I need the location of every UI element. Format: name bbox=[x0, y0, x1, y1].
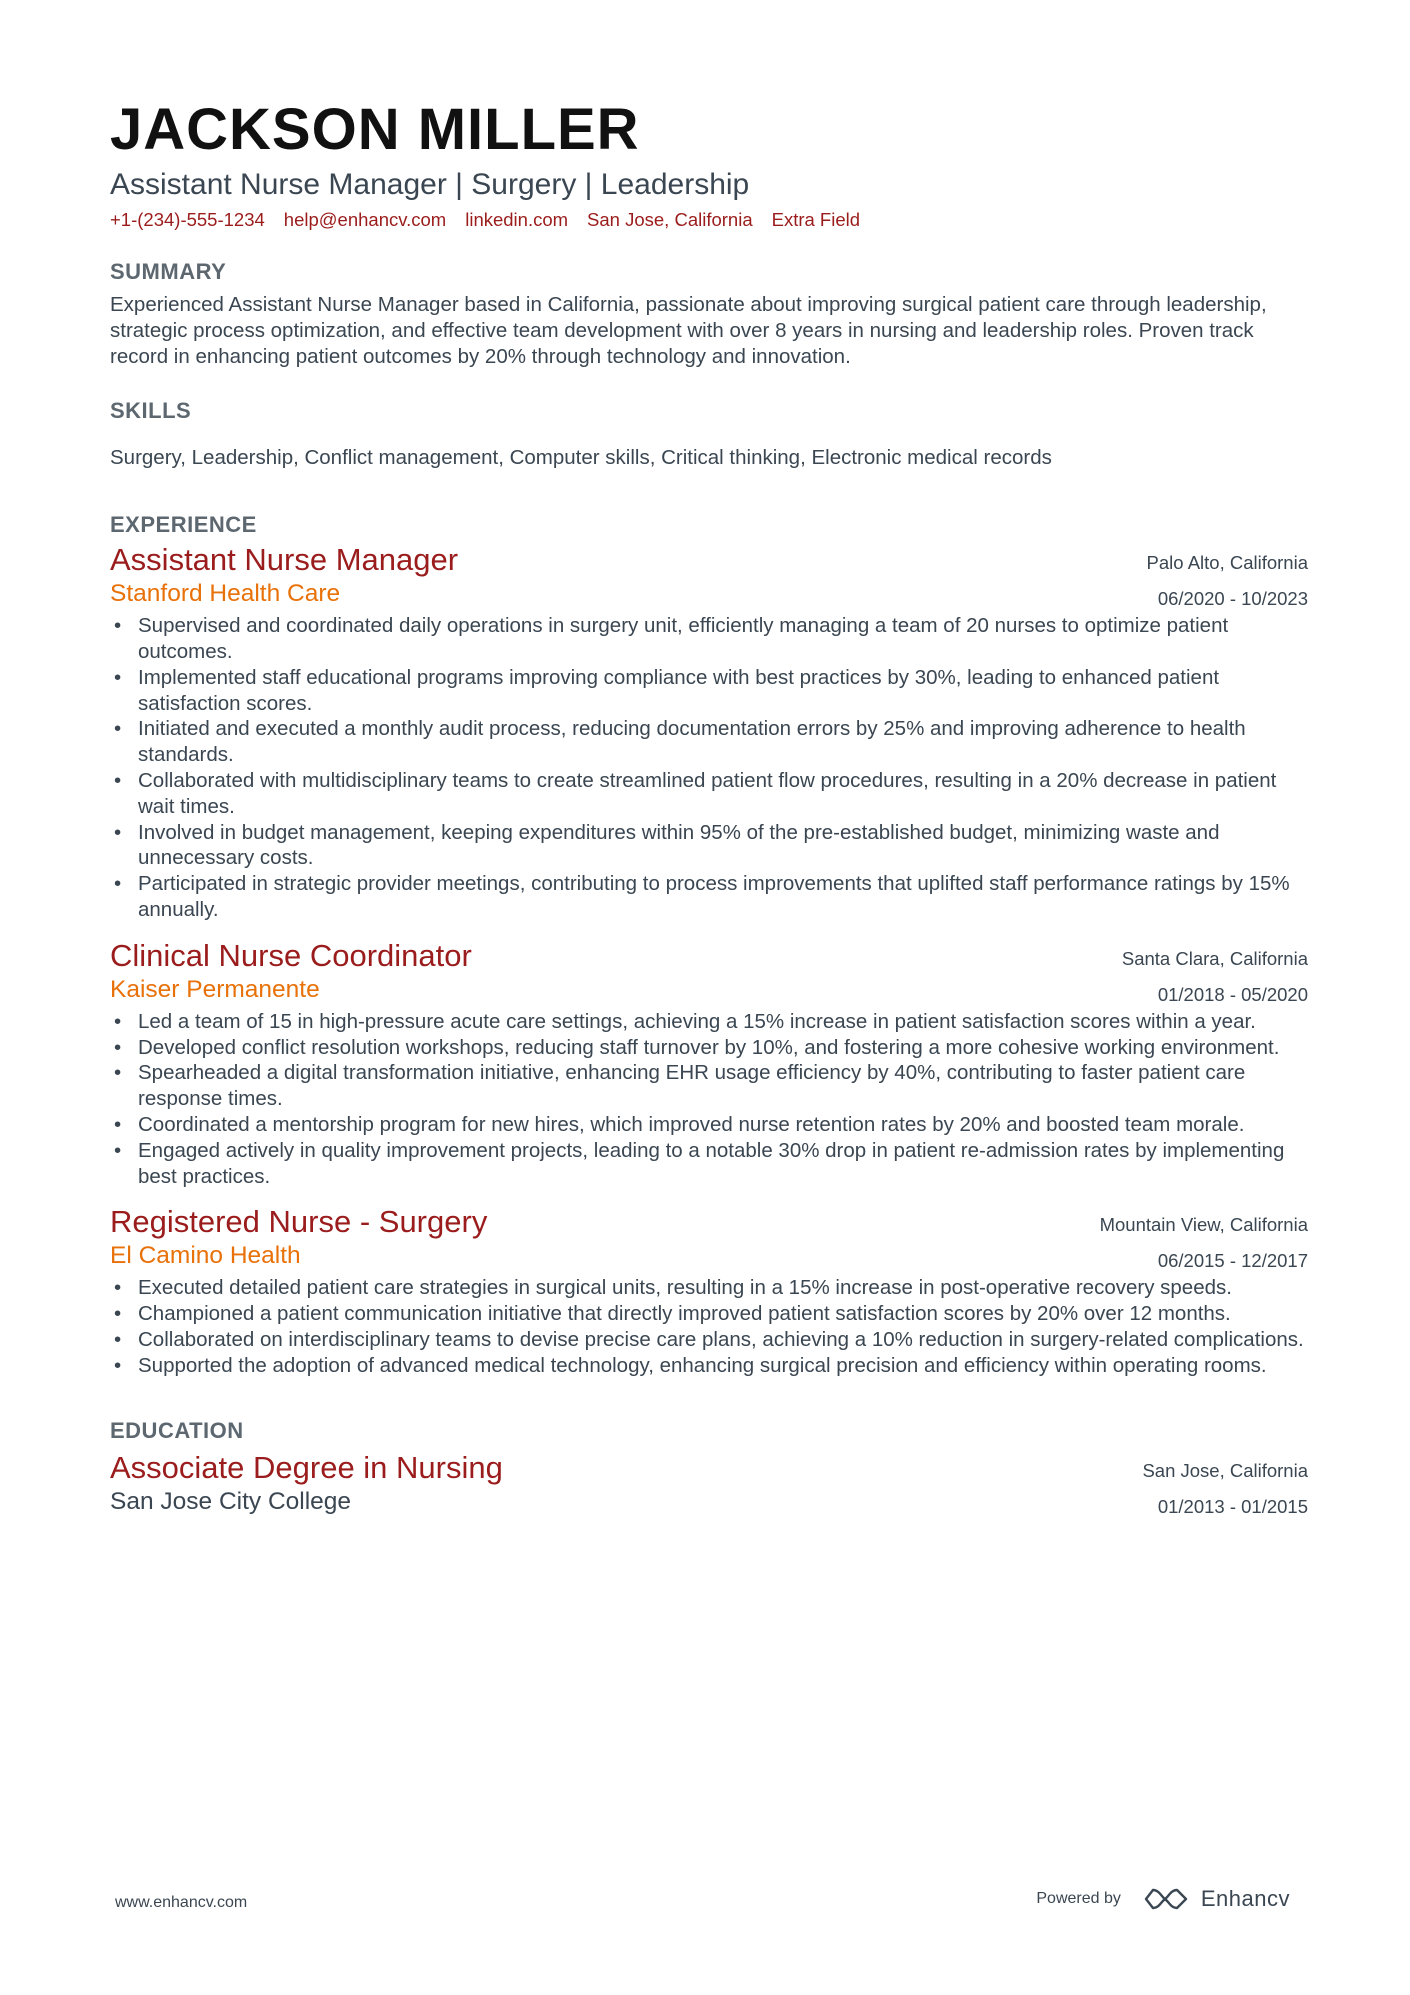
employer: El Camino Health bbox=[110, 1242, 301, 1270]
list-item: • Involved in budget management, keeping expenditures within 95% of the pre-established budget, minimizing waste and unnecessary costs. bbox=[110, 820, 1308, 872]
experience-entry bbox=[110, 541, 1308, 923]
education-dates: 01/2013 - 01/2015 bbox=[1157, 1495, 1308, 1517]
experience-entry bbox=[110, 937, 1308, 1190]
skills-heading: SKILLS bbox=[110, 398, 192, 424]
education-meta bbox=[1142, 1453, 1308, 1525]
contact-location: San Jose, California bbox=[587, 209, 753, 230]
resume-header bbox=[110, 96, 1308, 232]
education-section bbox=[110, 1417, 1308, 1517]
school-name: San Jose City College bbox=[110, 1487, 352, 1515]
job-achievements bbox=[110, 1275, 1308, 1378]
candidate-name: JACKSON MILLER bbox=[110, 97, 640, 162]
list-item: • Led a team of 15 in high-pressure acute care settings, achieving a 15% increase in patient satisfaction scores within a year. bbox=[110, 1009, 1308, 1035]
job-location: Palo Alto, California bbox=[1146, 552, 1308, 574]
list-item: • Participated in strategic provider meetings, contributing to process improvements that uplifted staff performance ratings by 15% annually. bbox=[110, 871, 1308, 923]
list-item: • Collaborated on interdisciplinary teams to devise precise care plans, achieving a 10% reduction in surgery-related complications. bbox=[110, 1327, 1308, 1353]
education-entry bbox=[110, 1449, 1308, 1517]
experience-entry bbox=[110, 1203, 1308, 1378]
job-meta bbox=[1122, 941, 1308, 1013]
enhancv-logo-icon bbox=[1143, 1886, 1189, 1912]
summary-heading: SUMMARY bbox=[110, 259, 227, 284]
job-title: Assistant Nurse Manager bbox=[110, 542, 459, 578]
job-achievements bbox=[110, 1009, 1308, 1190]
skills-section bbox=[110, 397, 1308, 471]
brand-name: Enhancv bbox=[1200, 1886, 1290, 1911]
brand-logo[interactable] bbox=[1143, 1886, 1290, 1912]
job-achievements bbox=[110, 613, 1308, 923]
education-heading: EDUCATION bbox=[110, 1417, 244, 1443]
candidate-headline: Assistant Nurse Manager | Surgery | Leadership bbox=[110, 168, 750, 201]
experience-section bbox=[110, 511, 1308, 1378]
contact-extra-field: Extra Field bbox=[771, 209, 861, 230]
powered-by-label: Powered by bbox=[1036, 1890, 1121, 1907]
summary-section bbox=[110, 258, 1308, 369]
skills-text: Surgery, Leadership, Conflict management, Computer skills, Critical thinking, Electronic medical records bbox=[110, 446, 1052, 470]
list-item: • Supervised and coordinated daily operations in surgery unit, efficiently managing a team of 20 nurses to optimize patient outcomes. bbox=[110, 613, 1308, 665]
list-item: • Coordinated a mentorship program for new hires, which improved nurse retention rates by 20% and boosted team morale. bbox=[110, 1112, 1308, 1138]
job-dates: 06/2020 - 10/2023 bbox=[1157, 588, 1308, 610]
list-item: • Spearheaded a digital transformation initiative, enhancing EHR usage efficiency by 40%, contributing to faster patient care response times. bbox=[110, 1060, 1308, 1112]
list-item: • Developed conflict resolution workshops, reducing staff turnover by 10%, and fostering a more cohesive working environment. bbox=[110, 1035, 1308, 1061]
list-item: • Championed a patient communication initiative that directly improved patient satisfaction scores by 20% over 12 months. bbox=[110, 1301, 1308, 1327]
resume-content bbox=[110, 96, 1308, 1517]
employer: Kaiser Permanente bbox=[110, 975, 320, 1003]
job-location: Mountain View, California bbox=[1099, 1214, 1308, 1236]
list-item: • Engaged actively in quality improvement projects, leading to a notable 30% drop in patient re-admission rates by implementing best practices. bbox=[110, 1138, 1308, 1190]
job-title: Registered Nurse - Surgery bbox=[110, 1204, 488, 1240]
footer-branding bbox=[1036, 1886, 1290, 1912]
degree-title: Associate Degree in Nursing bbox=[110, 1449, 503, 1485]
footer-website[interactable]: www.enhancv.com bbox=[115, 1894, 248, 1911]
summary-text: Experienced Assistant Nurse Manager based in California, passionate about improving surgical patient care through leadership, strategic process optimization, and effective team development with over 8 years in nursing and leadership roles. Proven track record in enhancing patient outcomes by 20% through technology and innovation. bbox=[110, 293, 1267, 368]
job-dates: 01/2018 - 05/2020 bbox=[1157, 983, 1308, 1005]
contact-linkedin[interactable]: linkedin.com bbox=[465, 209, 569, 230]
list-item: • Supported the adoption of advanced medical technology, enhancing surgical precision and efficiency within operating rooms. bbox=[110, 1353, 1308, 1379]
job-location: Santa Clara, California bbox=[1121, 947, 1308, 969]
contact-phone[interactable]: +1-(234)-555-1234 bbox=[110, 209, 265, 230]
list-item: • Initiated and executed a monthly audit process, reducing documentation errors by 25% and improving adherence to health standards. bbox=[110, 716, 1308, 768]
education-location: San Jose, California bbox=[1142, 1459, 1308, 1481]
list-item: • Executed detailed patient care strategies in surgical units, resulting in a 15% increase in post-operative recovery speeds. bbox=[110, 1275, 1308, 1301]
job-title: Clinical Nurse Coordinator bbox=[110, 937, 472, 973]
list-item: • Collaborated with multidisciplinary teams to create streamlined patient flow procedures, resulting in a 20% decrease in patient wait times. bbox=[110, 768, 1308, 820]
experience-heading: EXPERIENCE bbox=[110, 512, 257, 538]
contact-email[interactable]: help@enhancv.com bbox=[283, 209, 447, 230]
job-dates: 06/2015 - 12/2017 bbox=[1157, 1250, 1308, 1272]
job-meta bbox=[1147, 545, 1308, 617]
job-meta bbox=[1100, 1207, 1308, 1279]
employer: Stanford Health Care bbox=[110, 580, 341, 608]
contact-info bbox=[110, 208, 1308, 232]
list-item: • Implemented staff educational programs improving compliance with best practices by 30%, leading to enhanced patient satisfaction scores. bbox=[110, 665, 1308, 717]
